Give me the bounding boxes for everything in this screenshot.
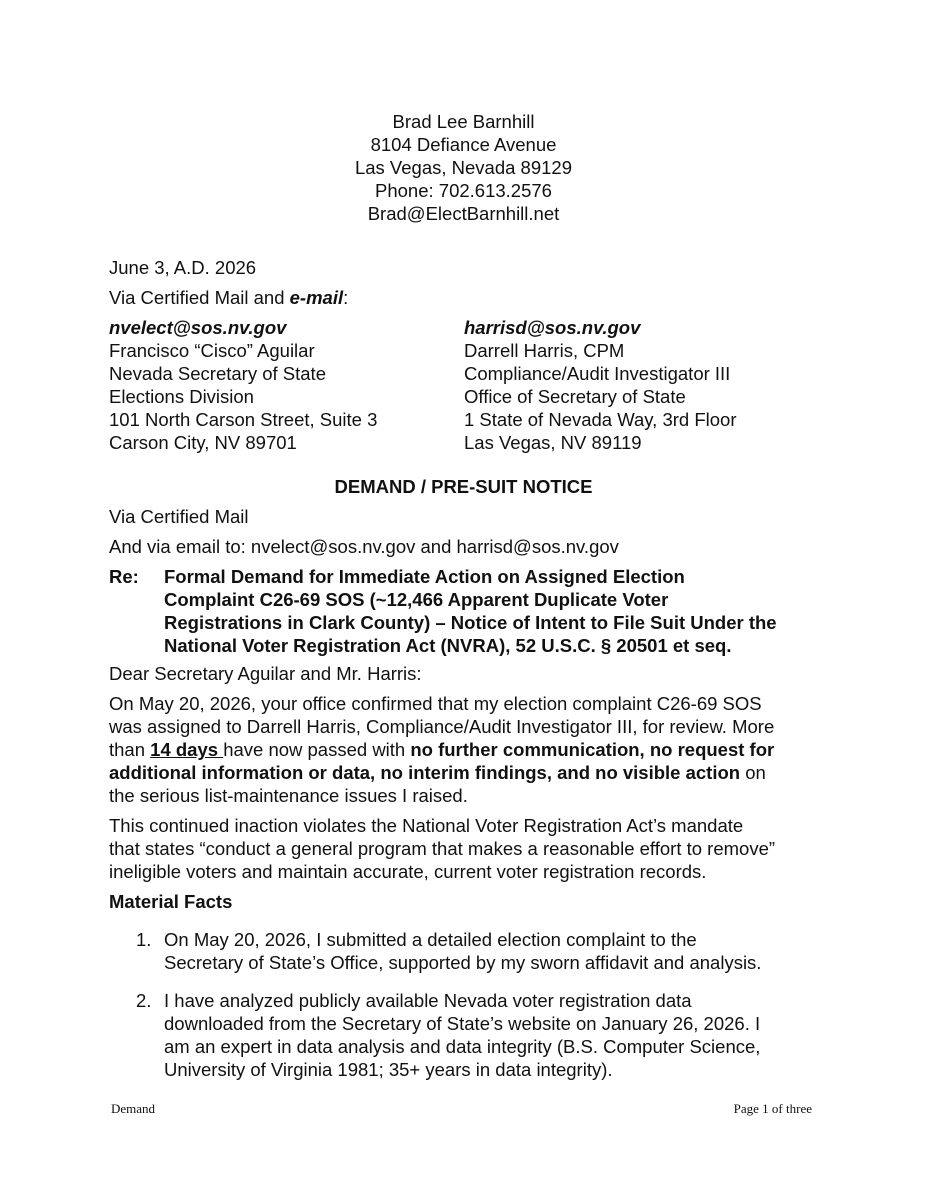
re-line: National Voter Registration Act (NVRA), 52 U.S.C. § 20501 et seq. bbox=[164, 635, 732, 656]
facts-heading: Material Facts bbox=[109, 891, 233, 912]
recipient-1-email: nvelect@sos.nv.gov bbox=[109, 317, 287, 338]
recipient-2 bbox=[464, 316, 737, 454]
re-label: Re: bbox=[109, 566, 139, 587]
fact-number: 2. bbox=[136, 990, 152, 1011]
re-subject bbox=[164, 565, 844, 657]
recipient-2-line: Darrell Harris, CPM bbox=[464, 340, 625, 361]
fact-line: am an expert in data analysis and data integrity (B.S. Computer Science, bbox=[164, 1036, 761, 1057]
text-run: than bbox=[109, 739, 151, 760]
recipient-1-line: Nevada Secretary of State bbox=[109, 363, 326, 384]
paragraph-line bbox=[109, 738, 829, 761]
recipient-2-email: harrisd@sos.nv.gov bbox=[464, 317, 641, 338]
text-run: on bbox=[740, 762, 766, 783]
re-line: Complaint C26-69 SOS (~12,466 Apparent Duplicate Voter bbox=[164, 589, 669, 610]
paragraph-line: was assigned to Darrell Harris, Compliance/Audit Investigator III, for review. More bbox=[109, 716, 775, 737]
via-emph: e-mail bbox=[289, 287, 344, 308]
paragraph-line: the serious list-maintenance issues I raised. bbox=[109, 785, 468, 806]
via-prefix: Via Certified Mail and bbox=[109, 287, 290, 308]
via-suffix: : bbox=[343, 287, 349, 308]
sender-address-line1: 8104 Defiance Avenue bbox=[370, 134, 557, 155]
footer-left: Demand bbox=[111, 1101, 156, 1116]
paragraph-2 bbox=[109, 814, 829, 883]
fact-line: I have analyzed publicly available Nevada voter registration data bbox=[164, 990, 692, 1011]
days-emphasis: 14 days bbox=[150, 739, 224, 760]
recipient-2-line: Las Vegas, NV 89119 bbox=[464, 432, 642, 453]
sender-phone: Phone: 702.613.2576 bbox=[375, 180, 552, 201]
paragraph-line: On May 20, 2026, your office confirmed that my election complaint C26-69 SOS bbox=[109, 693, 762, 714]
fact-item-2 bbox=[164, 989, 834, 1081]
sender-address-line2: Las Vegas, Nevada 89129 bbox=[354, 157, 573, 178]
paragraph-line bbox=[109, 761, 829, 784]
recipient-2-line: 1 State of Nevada Way, 3rd Floor bbox=[464, 409, 737, 430]
via-certified-mail: Via Certified Mail bbox=[109, 506, 249, 527]
fact-line: University of Virginia 1981; 35+ years in data integrity). bbox=[164, 1059, 613, 1080]
salutation: Dear Secretary Aguilar and Mr. Harris: bbox=[109, 663, 422, 684]
paragraph-1 bbox=[109, 692, 829, 807]
sender-email: Brad@ElectBarnhill.net bbox=[367, 203, 560, 224]
recipient-1-line: Carson City, NV 89701 bbox=[109, 432, 297, 453]
fact-line: On May 20, 2026, I submitted a detailed election complaint to the bbox=[164, 929, 697, 950]
email-to-line: And via email to: nvelect@sos.nv.gov and harrisd@sos.nv.gov bbox=[109, 536, 619, 557]
via-line bbox=[109, 286, 348, 309]
recipient-2-line: Office of Secretary of State bbox=[464, 386, 686, 407]
recipient-1-line: Francisco “Cisco” Aguilar bbox=[109, 340, 315, 361]
fact-line: downloaded from the Secretary of State’s website on January 26, 2026. I bbox=[164, 1013, 761, 1034]
fact-line: Secretary of State’s Office, supported by my sworn affidavit and analysis. bbox=[164, 952, 762, 973]
sender-name: Brad Lee Barnhill bbox=[392, 111, 535, 132]
recipient-1 bbox=[109, 316, 377, 454]
footer-page-number: Page 1 of three bbox=[733, 1101, 812, 1116]
paragraph-line: ineligible voters and maintain accurate, current voter registration records. bbox=[109, 861, 707, 882]
paragraph-line: This continued inaction violates the National Voter Registration Act’s mandate bbox=[109, 815, 744, 836]
text-run: have now passed with bbox=[223, 739, 411, 760]
letter-date: June 3, A.D. 2026 bbox=[109, 257, 257, 278]
fact-item-1 bbox=[164, 928, 834, 974]
recipient-1-line: Elections Division bbox=[109, 386, 254, 407]
re-line: Formal Demand for Immediate Action on Assigned Election bbox=[164, 566, 685, 587]
recipient-1-line: 101 North Carson Street, Suite 3 bbox=[109, 409, 378, 430]
text-run-bold: no further communication, no request for bbox=[410, 739, 775, 760]
recipient-2-line: Compliance/Audit Investigator III bbox=[464, 363, 731, 384]
paragraph-line: that states “conduct a general program that makes a reasonable effort to remove” bbox=[109, 838, 776, 859]
notice-heading: DEMAND / PRE-SUIT NOTICE bbox=[334, 476, 593, 497]
re-line: Registrations in Clark County) – Notice of Intent to File Suit Under the bbox=[164, 612, 777, 633]
fact-number: 1. bbox=[136, 929, 152, 950]
text-run-bold: additional information or data, no interim findings, and no visible action bbox=[109, 762, 741, 783]
